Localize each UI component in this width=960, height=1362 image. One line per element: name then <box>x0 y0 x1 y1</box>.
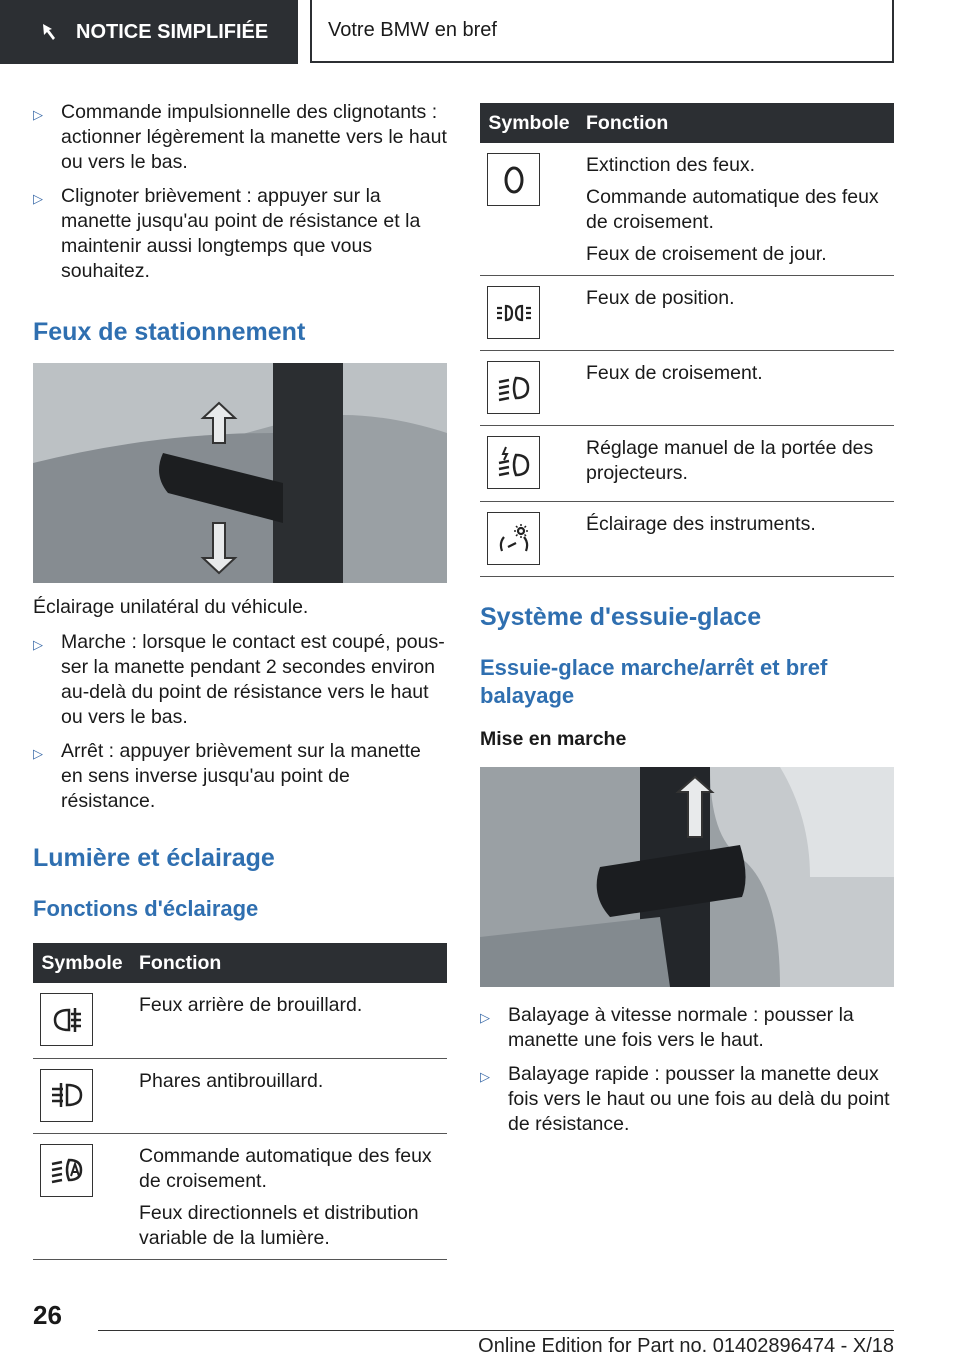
table-row: Feux de position. <box>480 276 894 351</box>
page-number: 26 <box>33 1300 62 1330</box>
parking-lever-photo <box>33 363 447 583</box>
heading-switch-on: Mise en marche <box>480 728 627 750</box>
section-title: Votre BMW en bref <box>328 19 497 41</box>
table-row: Feux de croisement. <box>480 351 894 426</box>
zero-position-icon <box>487 153 540 206</box>
right-column <box>480 103 894 1146</box>
table-row: Phares antibrouillard. <box>33 1058 447 1133</box>
auto-low-beam-icon <box>40 1144 93 1197</box>
table-row: Commande automatique des feux de croisement. Feux directionnels et distribution variable de la lumière. <box>33 1133 447 1259</box>
heading-lighting-functions: Fonctions d'éclairage <box>33 896 259 921</box>
section-title-box <box>310 0 894 63</box>
table-row: Feux arrière de brouillard. <box>33 983 447 1058</box>
header-tab[interactable] <box>0 0 298 64</box>
heading-parking-lights: Feux de stationnement <box>33 318 306 346</box>
lighting-functions-table <box>33 943 447 1260</box>
col-symbol-header: Symbole <box>480 103 578 143</box>
list-item: ▷ Commande impulsionnelle des clignotants : actionner légèrement la manette vers le haut ou vers le bas. <box>33 101 447 173</box>
list-item: ▷ Clignoter brièvement : appuyer sur la manette jusqu'au point de résistance et la maintenir aussi longtemps que vous souhaitez. <box>33 185 421 282</box>
table-row: Éclairage des instruments. <box>480 502 894 577</box>
bullet-triangle-icon: ▷ <box>33 637 43 652</box>
list-item: ▷ Balayage à vitesse normale : pousser la manette une fois vers le haut. <box>480 1004 854 1051</box>
col-function-header: Fonction <box>131 943 447 983</box>
left-column <box>33 100 447 1260</box>
heading-wiper-system: Système d'essuie-glace <box>480 603 762 631</box>
lighting-symbols-table <box>480 103 894 577</box>
bullet-triangle-icon: ▷ <box>33 746 43 761</box>
pointer-hand-icon <box>40 21 62 43</box>
footer-edition: Online Edition for Part no. 01402896474 - X/18 <box>478 1335 894 1357</box>
front-fog-light-icon <box>40 1069 93 1122</box>
table-row: Extinction des feux. Commande automatique des feux de croisement. Feux de croisement de jour. <box>480 143 894 276</box>
bullet-triangle-icon: ▷ <box>480 1069 490 1084</box>
list-item: ▷ Balayage rapide : pousser la manette deux fois vers le haut ou une fois au delà du point de résistance. <box>480 1063 890 1135</box>
position-lights-icon <box>487 286 540 339</box>
instrument-lighting-icon <box>487 512 540 565</box>
header-tab-label: NOTICE SIMPLIFIÉE <box>76 20 269 43</box>
heading-lighting: Lumière et éclairage <box>33 844 275 872</box>
list-item: ▷ Marche : lorsque le contact est coupé, pousser la manette pendant 2 secondes environ au-delà du point de résistance vers le haut ou vers le bas. <box>33 631 445 728</box>
bullet-triangle-icon: ▷ <box>480 1010 490 1025</box>
heading-wiper-onoff: Essuie-glace marche/arrêt et bref balayage <box>480 655 828 708</box>
parking-caption: Éclairage unilatéral du véhicule. <box>33 596 309 618</box>
rear-fog-light-icon <box>40 993 93 1046</box>
headlight-range-icon <box>487 436 540 489</box>
low-beam-icon <box>487 361 540 414</box>
col-function-header: Fonction <box>578 103 894 143</box>
col-symbol-header: Symbole <box>33 943 131 983</box>
list-item: ▷ Arrêt : appuyer brièvement sur la manette en sens inverse jusqu'au point de résistance. <box>33 740 421 812</box>
footer-divider <box>98 1330 894 1331</box>
wiper-lever-photo <box>480 767 894 987</box>
table-row: Réglage manuel de la portée des projecteurs. <box>480 426 894 502</box>
bullet-triangle-icon: ▷ <box>33 107 43 122</box>
bullet-triangle-icon: ▷ <box>33 191 43 206</box>
